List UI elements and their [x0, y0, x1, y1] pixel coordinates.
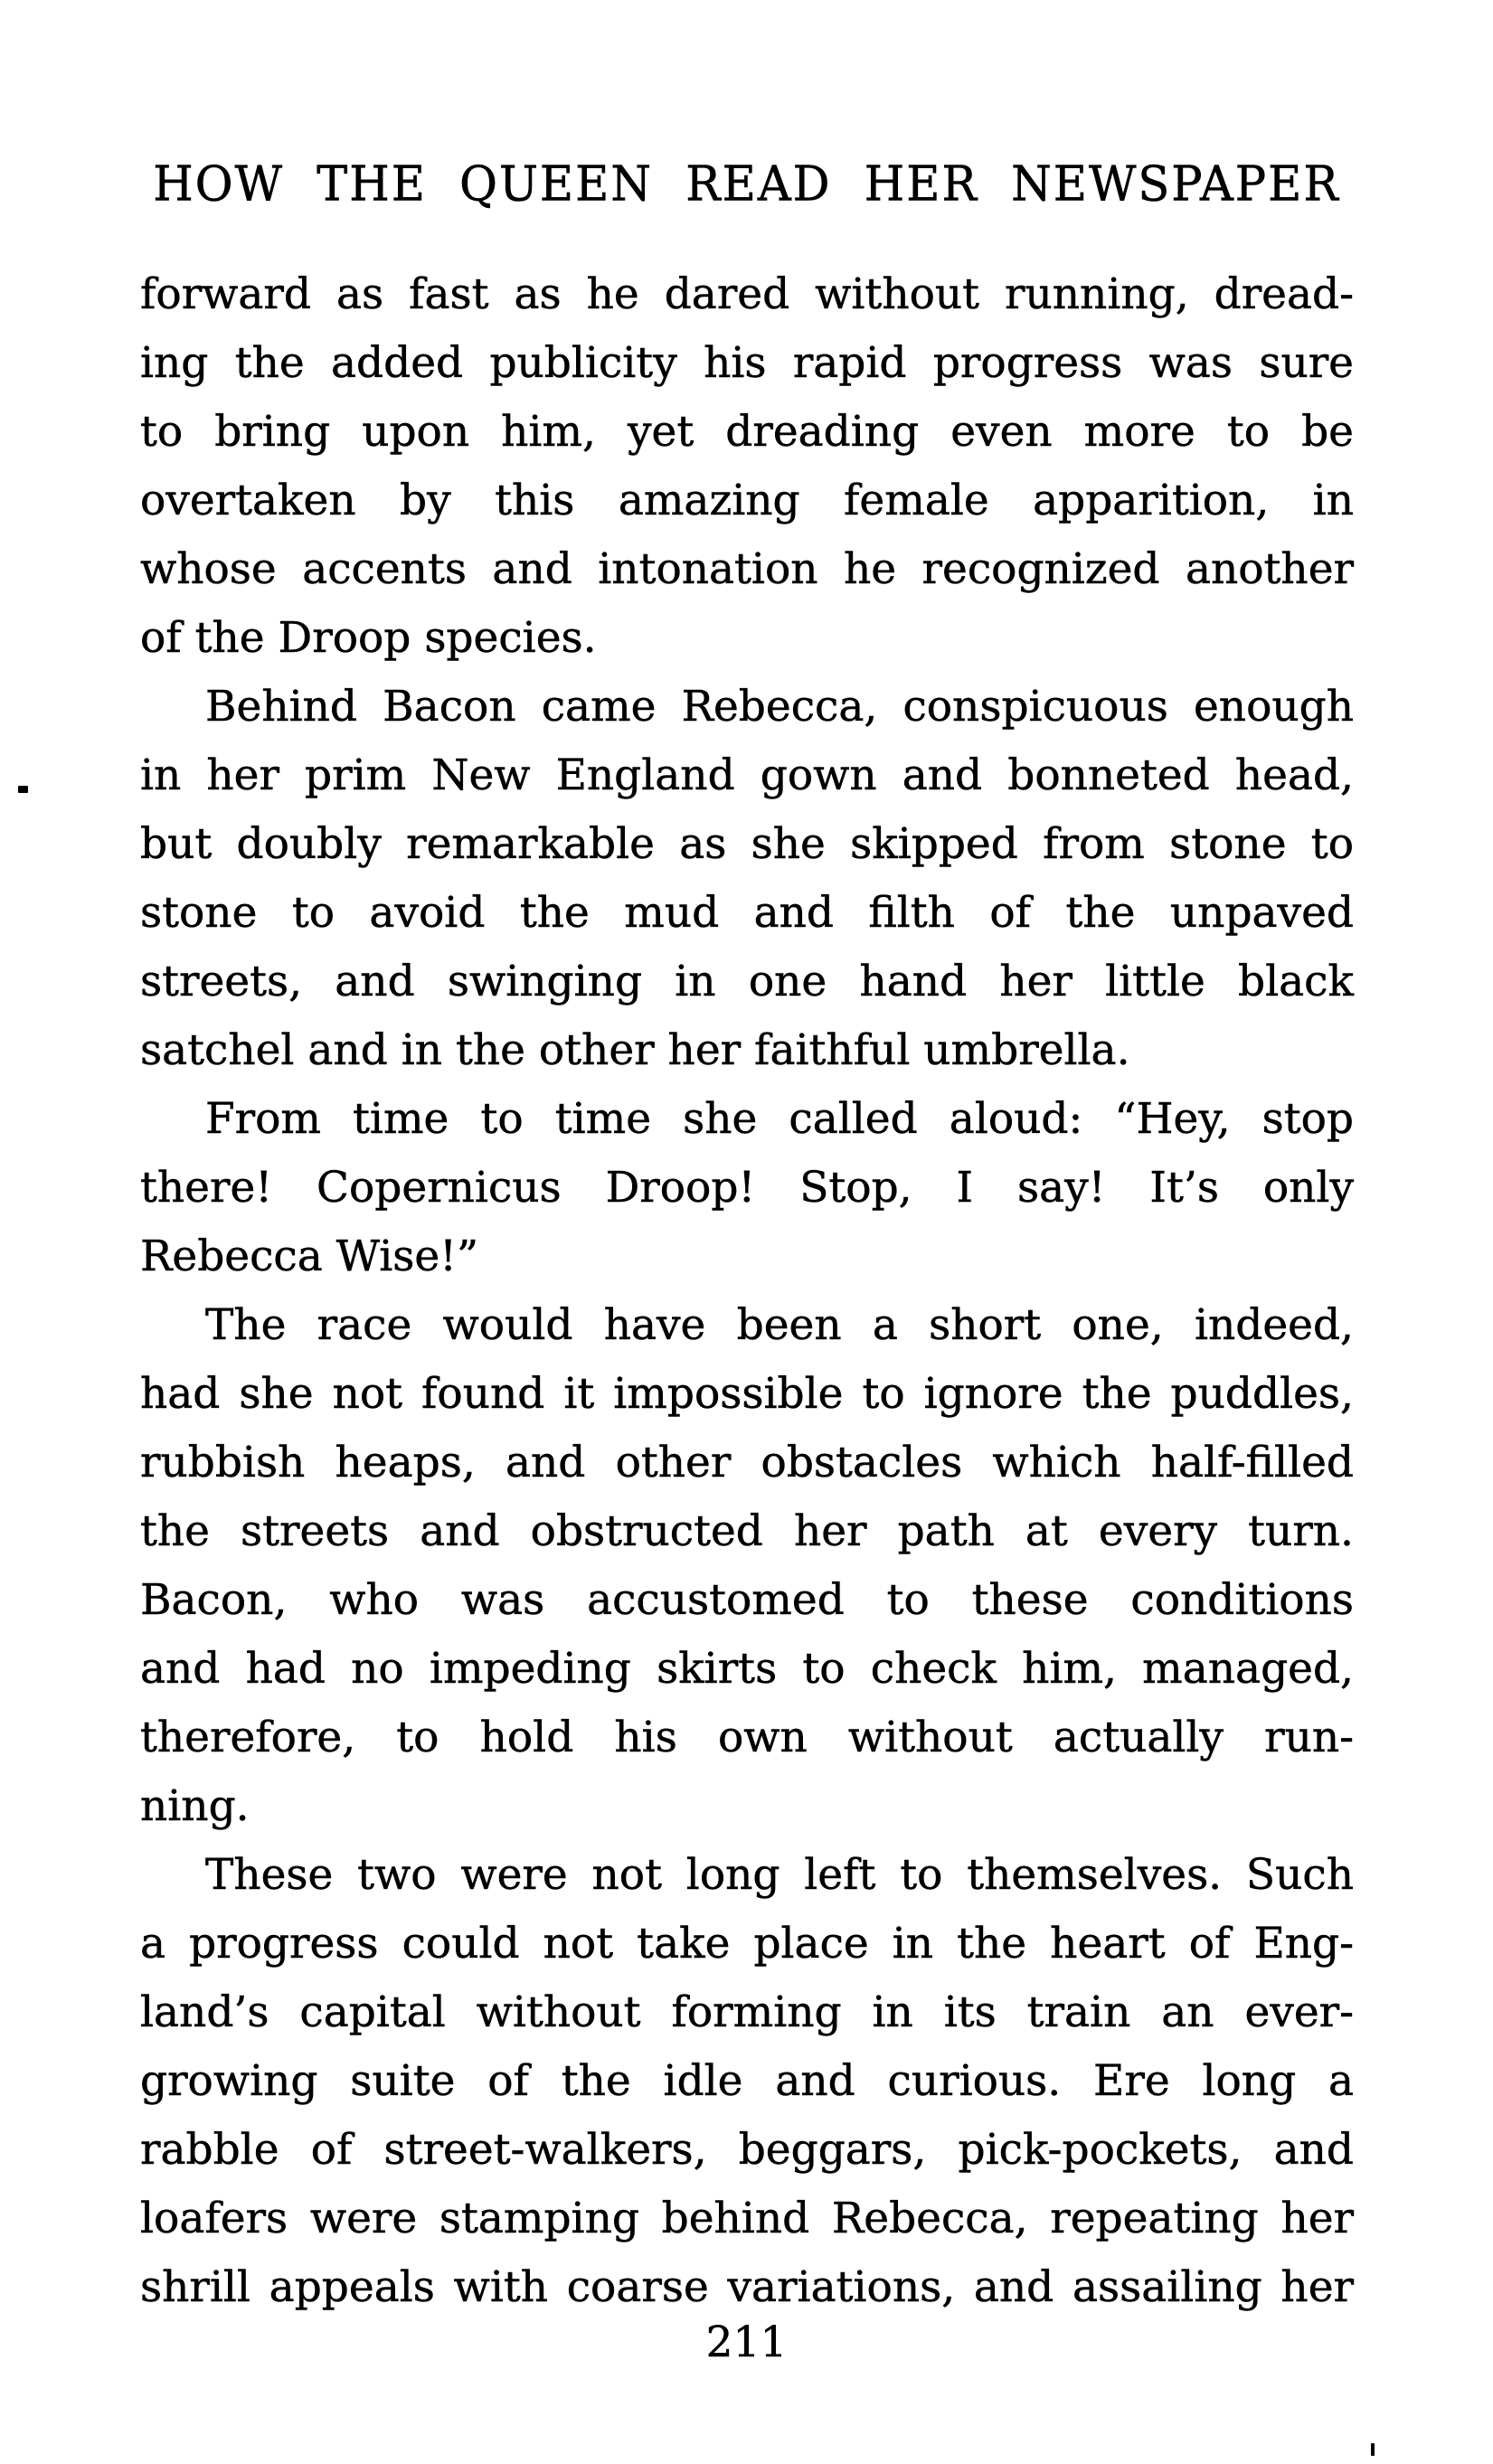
text-line: whose accents and intonation he recognized another — [140, 544, 1354, 594]
text-line: overtaken by this amazing female apparition, in — [140, 476, 1354, 525]
text-line: rabble of street-walkers, beggars, pick-pockets, and — [140, 2125, 1354, 2175]
scan-speck — [18, 786, 28, 793]
text-line: Behind Bacon came Rebecca, conspicuous enough — [205, 682, 1354, 732]
text-line: land’s capital without forming in its train an ever- — [140, 1987, 1354, 2037]
text-line: streets, and swinging in one hand her little black — [140, 957, 1354, 1006]
text-line: to bring upon him, yet dreading even more to be — [140, 407, 1354, 457]
text-line: From time to time she called aloud: “Hey, stop — [205, 1094, 1354, 1144]
text-line: These two were not long left to themselves. Such — [205, 1850, 1354, 1900]
text-line: shrill appeals with coarse variations, and assailing her — [140, 2262, 1354, 2312]
page-body — [140, 260, 1354, 2322]
text-line: satchel and in the other her faithful umbrella. — [140, 1025, 1130, 1075]
text-line: Bacon, who was accustomed to these conditions — [140, 1575, 1354, 1625]
text-line: The race would have been a short one, indeed, — [205, 1300, 1354, 1350]
text-line: rubbish heaps, and other obstacles which half-filled — [140, 1438, 1354, 1487]
text-line: stone to avoid the mud and filth of the unpaved — [140, 888, 1354, 938]
text-line: ning. — [140, 1781, 250, 1831]
text-line: in her prim New England gown and bonneted head, — [140, 751, 1354, 800]
text-line: forward as fast as he dared without running, dread- — [140, 269, 1354, 319]
scan-speck — [1371, 2443, 1375, 2456]
text-line: the streets and obstructed her path at every turn. — [140, 1506, 1354, 1556]
text-line: a progress could not take place in the heart of Eng- — [140, 1919, 1354, 1968]
text-line: of the Droop species. — [140, 613, 597, 663]
text-line: ing the added publicity his rapid progress was sure — [140, 338, 1354, 388]
text-line: growing suite of the idle and curious. Ere long a — [140, 2056, 1354, 2106]
text-line: therefore, to hold his own without actually run- — [140, 1713, 1354, 1762]
page-number: 211 — [705, 2318, 788, 2367]
text-line: loafers were stamping behind Rebecca, repeating her — [140, 2194, 1354, 2243]
text-line: but doubly remarkable as she skipped from stone to — [140, 819, 1354, 869]
running-head-title: HOW THE QUEEN READ HER NEWSPAPER — [153, 156, 1340, 213]
text-line: there! Copernicus Droop! Stop, I say! It’s only — [140, 1163, 1354, 1213]
text-line: had she not found it impossible to ignore the puddles, — [140, 1369, 1354, 1419]
text-line: and had no impeding skirts to check him, managed, — [140, 1644, 1354, 1694]
text-line: Rebecca Wise!” — [140, 1232, 479, 1281]
